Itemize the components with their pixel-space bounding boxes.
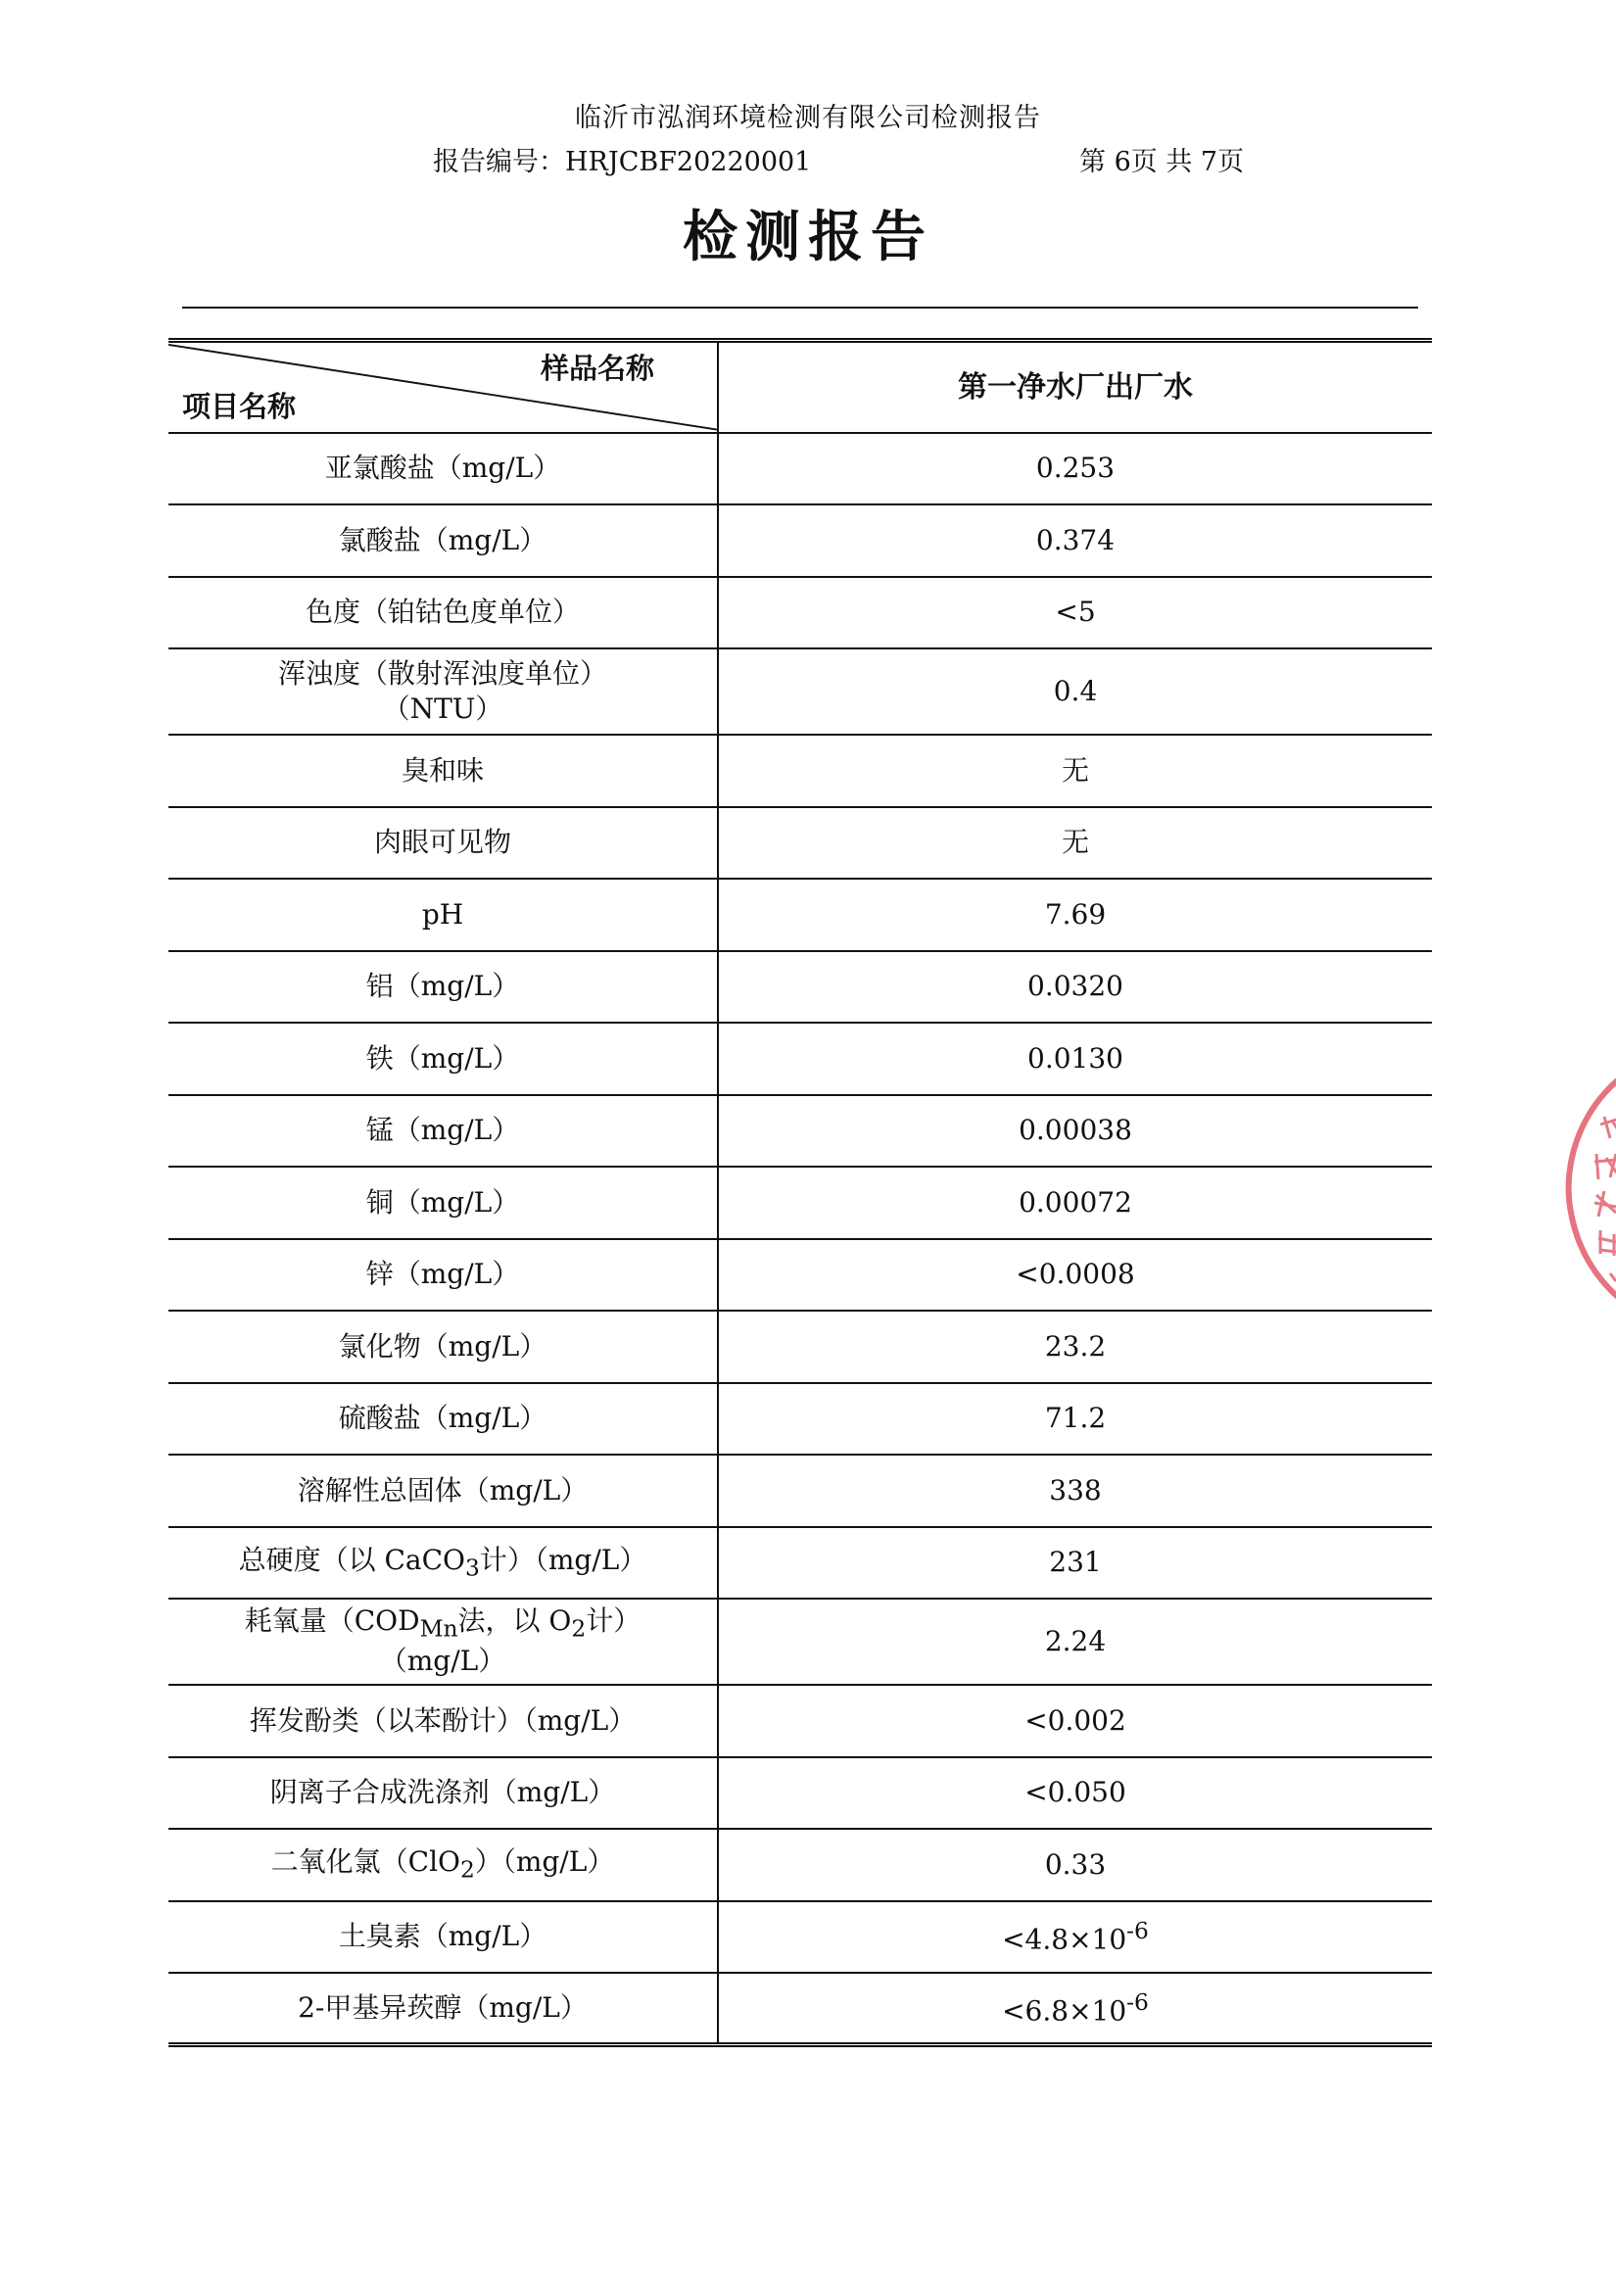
table-row (168, 433, 1432, 505)
value-cell: <0.050 (718, 1757, 1432, 1830)
value-text: <4.8×10 (1002, 1923, 1127, 1956)
value-cell: 0.4 (718, 648, 1432, 735)
document-title: 检测报告 (683, 206, 933, 269)
value-cell: 338 (718, 1455, 1432, 1527)
item-line: （mg/L） (379, 1645, 506, 1678)
item-text: ）（mg/L） (474, 1845, 615, 1879)
table-row (168, 1383, 1432, 1456)
diagonal-header-cell (168, 341, 718, 433)
value-cell: 无 (718, 735, 1432, 807)
table-row (168, 648, 1432, 735)
item-subscript: Mn (419, 1614, 458, 1643)
item-cell: 氯酸盐（mg/L） (168, 504, 718, 577)
title-rule (182, 307, 1418, 309)
table-row (168, 807, 1432, 880)
value-cell: 7.69 (718, 879, 1432, 951)
item-cell: 硫酸盐（mg/L） (168, 1383, 718, 1456)
item-text: 计） (586, 1604, 642, 1638)
page-number: 第 6页 共 7页 (1079, 147, 1245, 177)
item-text: 总硬度（以 CaCO (238, 1543, 466, 1576)
sample-name-cell (718, 341, 1432, 433)
table-row (168, 1901, 1432, 1974)
item-cell: 锌（mg/L） (168, 1239, 718, 1312)
table-row (168, 1167, 1432, 1239)
item-subscript: 2 (459, 1855, 475, 1884)
table-row (168, 504, 1432, 577)
value-cell: 0.253 (718, 433, 1432, 505)
value-text: <6.8×10 (1002, 1993, 1127, 2027)
table-row (168, 951, 1432, 1024)
value-cell: <5 (718, 577, 1432, 649)
item-cell: 铜（mg/L） (168, 1167, 718, 1239)
value-cell: 0.00072 (718, 1167, 1432, 1239)
value-cell: <0.002 (718, 1685, 1432, 1757)
value-cell: 231 (718, 1527, 1432, 1600)
item-cell: 臭和味 (168, 735, 718, 807)
header-item-name: 项目名称 (182, 389, 297, 423)
item-subscript: 2 (571, 1614, 587, 1643)
value-cell: 无 (718, 807, 1432, 880)
table-row (168, 1527, 1432, 1600)
company-report-heading: 临沂市泓润环境检测有限公司检测报告 (575, 103, 1041, 133)
value-cell: <0.0008 (718, 1239, 1432, 1312)
item-line: 浑浊度（散射浑浊度单位） (277, 656, 607, 690)
value-cell (718, 1973, 1432, 2045)
table-row (168, 1757, 1432, 1830)
item-cell: 亚氯酸盐（mg/L） (168, 433, 718, 505)
table-row (168, 735, 1432, 807)
table-row (168, 1455, 1432, 1527)
results-table (168, 338, 1432, 2047)
value-cell: 0.0130 (718, 1023, 1432, 1095)
item-cell: 色度（铂钴色度单位） (168, 577, 718, 649)
item-cell: 溶解性总固体（mg/L） (168, 1455, 718, 1527)
item-cell: 2-甲基异莰醇（mg/L） (168, 1973, 718, 2045)
item-cell (168, 1829, 718, 1901)
item-cell: 铁（mg/L） (168, 1023, 718, 1095)
company-seal-stamp (1561, 1056, 1616, 1320)
table-row (168, 1095, 1432, 1168)
value-cell: 0.00038 (718, 1095, 1432, 1168)
table-row (168, 1023, 1432, 1095)
item-cell: 锰（mg/L） (168, 1095, 718, 1168)
item-cell: 挥发酚类（以苯酚计）（mg/L） (168, 1685, 718, 1757)
item-cell: 阴离子合成洗涤剂（mg/L） (168, 1757, 718, 1830)
item-cell: 肉眼可见物 (168, 807, 718, 880)
item-cell (168, 1527, 718, 1600)
value-cell: 0.0320 (718, 951, 1432, 1024)
item-cell: 氯化物（mg/L） (168, 1311, 718, 1383)
table-row (168, 879, 1432, 951)
header-sample-name: 样品名称 (540, 352, 654, 385)
item-text: 耗氧量（COD (244, 1604, 420, 1638)
item-subscript: 3 (465, 1554, 480, 1582)
item-line: （NTU） (382, 693, 503, 725)
table-row (168, 1311, 1432, 1383)
value-exponent: -6 (1126, 1916, 1149, 1944)
item-cell: pH (168, 879, 718, 951)
table-row (168, 1973, 1432, 2045)
item-text: 法，以 O (457, 1604, 572, 1638)
report-number: 报告编号：HRJCBF20220001 (433, 147, 812, 177)
table-header-row (168, 341, 1432, 433)
value-cell: 2.24 (718, 1599, 1432, 1685)
value-exponent: -6 (1126, 1987, 1149, 2016)
value-cell: 0.374 (718, 504, 1432, 577)
item-cell: 铝（mg/L） (168, 951, 718, 1024)
value-cell: 23.2 (718, 1311, 1432, 1383)
table-row (168, 1239, 1432, 1312)
value-cell (718, 1901, 1432, 1974)
value-cell: 0.33 (718, 1829, 1432, 1901)
table-row (168, 1829, 1432, 1901)
sample-name: 第一净水厂出厂水 (958, 369, 1193, 405)
item-cell: 土臭素（mg/L） (168, 1901, 718, 1974)
item-cell (168, 1599, 718, 1685)
item-cell (168, 648, 718, 735)
table-row (168, 577, 1432, 649)
table-row (168, 1599, 1432, 1685)
item-line (168, 1603, 717, 1644)
value-cell: 71.2 (718, 1383, 1432, 1456)
item-text: 计）（mg/L） (479, 1543, 647, 1576)
table-row (168, 1685, 1432, 1757)
item-text: 二氧化氯（ClO (270, 1845, 460, 1879)
